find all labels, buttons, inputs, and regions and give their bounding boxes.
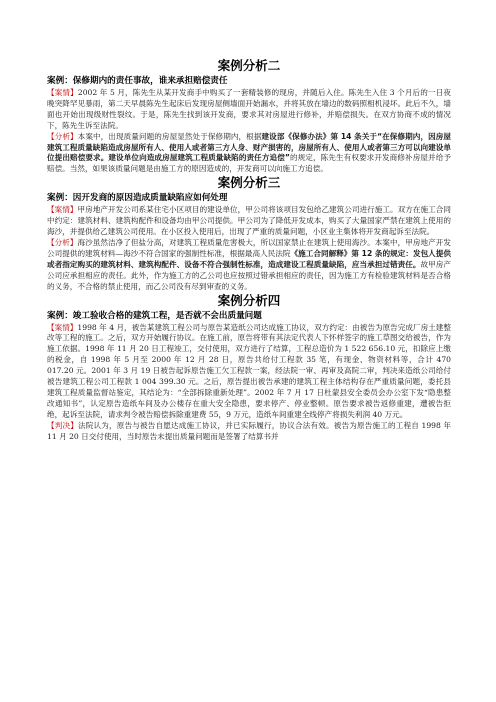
paragraph-facts (47, 88, 451, 132)
section-case-analysis-3 (47, 175, 451, 292)
paragraph-tag: 【分析】 (47, 237, 78, 247)
paragraph-facts (47, 205, 451, 238)
paragraph-tag: 【分析】 (47, 131, 78, 141)
paragraph-text-after: 故甲房产公司应承担相应的责任。此外，作为施工方的乙公司也应按照过错承担相应的责任，因为施工方有检验建筑材料是否合格的义务，不合格的禁止使用，而乙公司没有尽到审查的义务。 (47, 259, 451, 291)
paragraph-analysis (47, 238, 451, 293)
paragraph-text: 甲房地产开发公司系某住宅小区项目的建设单位，甲公司将该项目发包给乙建筑公司进行施工。双方在施工合同中约定：建筑材料、建筑构配件和设备均由甲公司提供。甲公司为了降低开发成本，购买了大量国家严禁在建筑上使用的海沙，并提供给乙建筑公司使用。在小区投入使用后，出现了严重的质量问题，小区业主集体将开发商起诉至法院。 (47, 205, 452, 237)
paragraph-bold-text: 建设部《保修办法》第 14 条关于“在保修期内，因房屋建筑工程质量缺陷造成房屋所有人、使用人或者第三方人身、财产损害的，房屋所有人、使用人或者第三方可以向建设单位提出赔偿要求。建设单位向造成房屋建筑工程质量缺陷的责任方追偿” (47, 131, 452, 163)
paragraph-tag: 【案情】 (47, 322, 78, 332)
section-case-analysis-2 (47, 58, 451, 175)
paragraph-text-after: 的规定，陈先生有权要求开发商修补房屋并给予赔偿。当然，如果该质量问题是由施工方的原因造成的，开发商可以向施工方追偿。 (47, 153, 451, 174)
paragraph-bold-text: 《施工合同解释》第 12 条的规定：发包人提供或者指定购买的建筑材料、建筑构配件、设备不符合强制性标准，造成建设工程质量缺陷，应当承担过错责任。 (47, 248, 451, 269)
paragraph-tag: 【判决】 (47, 420, 78, 430)
case-heading: 案例：保修期内的责任事故，谁来承担赔偿责任 (47, 76, 228, 86)
paragraph-facts (47, 323, 451, 421)
paragraph-text: 2002 年 5 月，陈先生从某开发商手中购买了一套精装修的现房，并随后入住。陈先生入住 3 个月后的一日夜晚突降罕见暴雨，第二天早晨陈先生起床后发现房屋侧墙面开始漏水，并将其放在墙边的数码照相机浸坏。此后不久，墙面也开始出现级财性裂纹。于是，陈先生找到该开发商，要求其对房屋进行修补，并赔偿损失。在双方协商不成的情况下，陈先生诉至法院。 (47, 88, 452, 130)
case-heading: 案例：竣工验收合格的建筑工程，是否就不会出质量问题 (47, 310, 262, 321)
document-content (47, 58, 451, 442)
paragraph-analysis (47, 132, 451, 176)
case-heading: 案例：因开发商的原因造成质量缺陷应如何处理 (47, 193, 228, 204)
paragraph-judgment (47, 421, 451, 443)
paragraph-text: 海沙虽然洁净了但盐分高，对建筑工程质量危害极大，所以国家禁止在建筑上使用海沙。本案中，甲房地产开发公司提供的建筑材料—海沙不符合国家的强制性标准，根据最高人民法院 (47, 237, 452, 258)
section-title: 案例分析三 (217, 175, 281, 191)
paragraph-text: 1998 年 4 月，被告某建筑工程公司与原告某造纸公司达成施工协议，双方约定：由被告为原告完成厂房土建整改等工程的施工。之后，双方开始履行协议。在施工前，原告将带有其法定代表人下怀样签字的施工草图交给被告，作为施工依据。1998 年 11 月 20 日工程竣工，交付使用，双方进行了结算，工程总造价为 1 522 656.10 元，扣除应上缴的税金，自 1998 年 5 月至 2000 年 12 月 28 日，原告共给付工程款 35 笔，有现金、物资材料等，合计 470 017.20 元。2001 年 3 月 19 日被告起诉原告施工欠工程款一案，经法院一审、再审及高院二审，判决来造纸公司给付被告建筑工程公司工程款 1 004 399.30 元。之后，原告提出被告承建的建筑工程主体结构存在严重质量问题，委托县建筑工程质量监督站鉴定，其结论为：“全部拆除重新处理”。2002 年 7 月 17 日杜蒙县安全委员会办公室下发“隐患整改通知书”，认定原告造纸车间及办公楼存在重大安全隐患，要求停产、停业整顿。原告要求被告返修重建，遭被告拒绝，起诉至法院，请求判令被告赔偿拆除重建费 55，9 万元，造纸车间重建全线停产将损失利润 40 万元。 (47, 322, 451, 419)
paragraph-text: 本案中，出现质量问题的房屋显然处于保修期内，根据 (77, 131, 262, 141)
paragraph-tag: 【案情】 (47, 205, 78, 215)
paragraph-text: 法院认为，原告与被告自愿达成施工协议，并已实际履行，协议合法有效。被告为原告施工的工程自 1998 年 11 月 20 日交付使用，当时原告未提出质量问题而是签署了结算书并 (47, 420, 451, 441)
section-case-analysis-4 (47, 293, 451, 443)
paragraph-tag: 【案情】 (47, 88, 78, 97)
section-title: 案例分析四 (217, 292, 281, 308)
section-title: 案例分析二 (217, 58, 281, 73)
